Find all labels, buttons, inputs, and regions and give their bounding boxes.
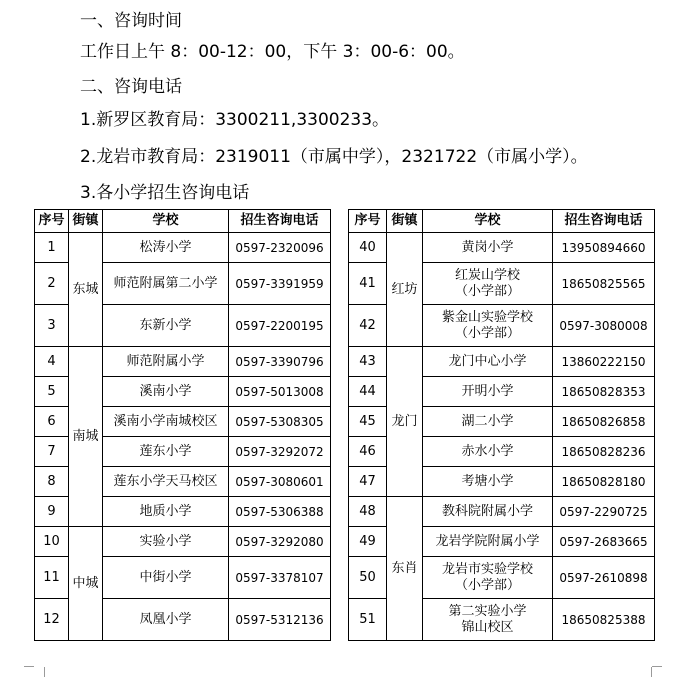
row-phone: 0597-3080601 [229,467,331,497]
row-no: 9 [35,497,69,527]
row-no: 2 [35,263,69,305]
row-no: 46 [349,437,387,467]
row-no: 40 [349,233,387,263]
row-phone: 0597-2200195 [229,305,331,347]
row-school: 溪南小学 [103,377,229,407]
school-line-2: （小学部） [454,577,520,593]
header-district: 街镇 [387,210,423,233]
header-school: 学校 [423,210,553,233]
row-no: 45 [349,407,387,437]
district-cell: 中城 [69,527,103,641]
table-row [349,497,655,527]
row-phone: 0597-2683665 [553,527,655,557]
section-heading-phone: 二、咨询电话 [80,77,182,97]
row-school: 溪南小学南城校区 [103,407,229,437]
row-no: 48 [349,497,387,527]
district-cell: 南城 [69,347,103,527]
table-row [35,527,331,557]
row-school: 黄岗小学 [423,233,553,263]
district-cell: 东城 [69,233,103,347]
header-school: 学校 [103,210,229,233]
school-phone-table-right [348,209,655,641]
row-no: 4 [35,347,69,377]
header-phone: 招生咨询电话 [229,210,331,233]
consult-time-text: 工作日上午 8：00-12：00，下午 3：00-6：00。 [80,42,465,62]
row-phone: 18650825565 [553,263,655,305]
row-phone: 13950894660 [553,233,655,263]
table-header-row [35,210,331,233]
district-cell: 红坊 [387,233,423,347]
row-school: 师范附属小学 [103,347,229,377]
row-phone: 13860222150 [553,347,655,377]
row-school: 凤凰小学 [103,599,229,641]
header-no: 序号 [349,210,387,233]
row-no: 11 [35,557,69,599]
row-school [423,263,553,305]
row-phone: 18650828180 [553,467,655,497]
header-district: 街镇 [69,210,103,233]
row-phone: 0597-3391959 [229,263,331,305]
row-school: 开明小学 [423,377,553,407]
row-phone: 0597-3292072 [229,437,331,467]
row-school: 湖二小学 [423,407,553,437]
row-phone: 0597-3378107 [229,557,331,599]
phone-item-1: 1.新罗区教育局：3300211,3300233。 [80,110,390,130]
district-cell: 东肖 [387,497,423,641]
row-school [423,557,553,599]
row-school: 龙门中心小学 [423,347,553,377]
row-phone: 0597-5308305 [229,407,331,437]
row-no: 51 [349,599,387,641]
row-phone: 0597-2320096 [229,233,331,263]
school-line-2: （小学部） [454,283,520,299]
row-no: 49 [349,527,387,557]
school-line-1: 红炭山学校 [454,267,520,283]
row-no: 42 [349,305,387,347]
row-no: 7 [35,437,69,467]
row-no: 6 [35,407,69,437]
row-school: 赤水小学 [423,437,553,467]
row-phone: 18650828236 [553,437,655,467]
header-phone: 招生咨询电话 [553,210,655,233]
row-no: 43 [349,347,387,377]
phone-item-2: 2.龙岩市教育局：2319011（市属中学），2321722（市属小学）。 [80,147,588,167]
row-no: 1 [35,233,69,263]
row-phone: 18650828353 [553,377,655,407]
page-corner-mark-left [24,666,34,677]
school-line-2: （小学部） [454,325,520,341]
header-no: 序号 [35,210,69,233]
row-phone: 0597-5312136 [229,599,331,641]
section-heading-time: 一、咨询时间 [80,11,182,31]
row-school: 师范附属第二小学 [103,263,229,305]
table-row [35,347,331,377]
row-phone: 0597-2610898 [553,557,655,599]
row-no: 3 [35,305,69,347]
school-line-1: 第二实验小学 [448,603,527,619]
district-cell: 龙门 [387,347,423,497]
row-no: 8 [35,467,69,497]
row-phone: 18650825388 [553,599,655,641]
row-no: 44 [349,377,387,407]
row-no: 47 [349,467,387,497]
row-school: 教科院附属小学 [423,497,553,527]
row-no: 41 [349,263,387,305]
row-phone: 0597-3292080 [229,527,331,557]
table-header-row [349,210,655,233]
row-no: 50 [349,557,387,599]
row-school: 东新小学 [103,305,229,347]
row-school: 中街小学 [103,557,229,599]
phone-item-3: 3.各小学招生咨询电话 [80,183,250,203]
row-no: 5 [35,377,69,407]
table-row [349,233,655,263]
page-corner-mark-right [652,666,662,677]
row-phone: 0597-5306388 [229,497,331,527]
page-corner-mark-left [34,667,45,677]
row-school: 莲东小学天马校区 [103,467,229,497]
school-phone-table-left [34,209,331,641]
school-line-1: 龙岩市实验学校 [441,561,533,577]
row-school [423,305,553,347]
row-school: 莲东小学 [103,437,229,467]
row-phone: 18650826858 [553,407,655,437]
row-no: 10 [35,527,69,557]
row-school: 考塘小学 [423,467,553,497]
table-row [349,347,655,377]
row-school: 松涛小学 [103,233,229,263]
row-phone: 0597-3080008 [553,305,655,347]
row-school: 地质小学 [103,497,229,527]
row-school: 龙岩学院附属小学 [423,527,553,557]
row-phone: 0597-5013008 [229,377,331,407]
row-school [423,599,553,641]
row-phone: 0597-3390796 [229,347,331,377]
table-row [35,233,331,263]
row-phone: 0597-2290725 [553,497,655,527]
school-line-1: 紫金山实验学校 [441,309,533,325]
row-no: 12 [35,599,69,641]
school-line-2: 锦山校区 [461,619,514,635]
row-school: 实验小学 [103,527,229,557]
